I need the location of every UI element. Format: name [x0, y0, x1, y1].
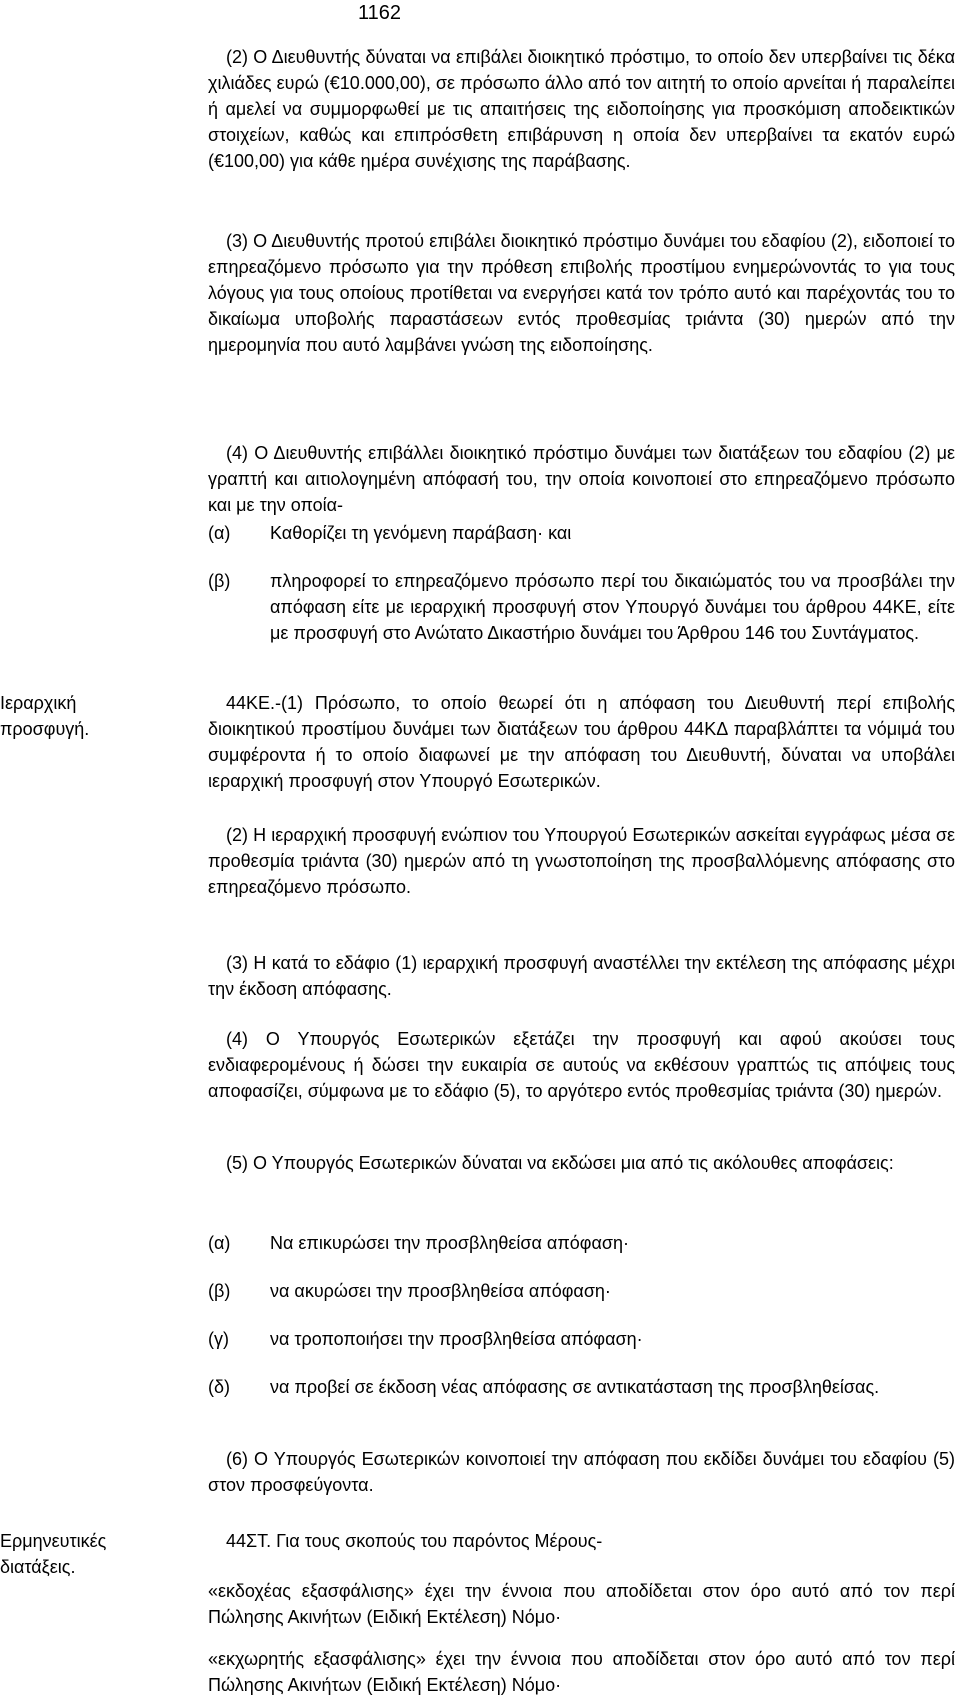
margin-note-line: διατάξεις.	[0, 1557, 76, 1577]
definition-transferee: «εκδοχέας εξασφάλισης» έχει την έννοια που αποδίδεται στον όρο αυτό από τον περί Πώλησης Ακινήτων (Ειδική Εκτέλεση) Νόμο·	[208, 1581, 955, 1627]
margin-note-interpretation	[0, 1528, 150, 1580]
list-label: (β)	[208, 1281, 231, 1301]
margin-note-line: προσφυγή.	[0, 719, 90, 739]
paragraph-2: (2) Ο Διευθυντής δύναται να επιβάλει διοικητικό πρόστιμο, το οποίο δεν υπερβαίνει τις δέκα χιλιάδες ευρώ (€10.000,00), σε πρόσωπο άλλο από τον αιτητή το οποίο αρνείται ή παραλείπει ή αμελεί να συμμορφωθεί με τις απαιτήσεις της ειδοποίησης για προσκόμιση αποδεικτικών στοιχείων, καθώς και επιπρόσθετη επιβάρυνση η οποία δεν υπερβαίνει τα εκατόν ευρώ (€100,00) για κάθε ημέρα συνέχισης της παράβασης.	[208, 47, 955, 171]
list-label: (δ)	[208, 1377, 231, 1397]
margin-note-hierarchical-appeal	[0, 690, 150, 742]
list-label: (α)	[208, 523, 231, 543]
list-text: να ακυρώσει την προσβληθείσα απόφαση·	[270, 1281, 611, 1301]
list-item-5d	[208, 1374, 955, 1400]
list-item-5a	[208, 1230, 955, 1256]
list-item-5c	[208, 1326, 955, 1352]
paragraph-4: (4) Ο Διευθυντής επιβάλλει διοικητικό πρόστιμο δυνάμει των διατάξεων του εδαφίου (2) με γραπτή και αιτιολογημένη απόφασή του, την οποία κοινοποιεί στο επηρεαζόμενο πρόσωπο και με την οποία-	[208, 443, 955, 515]
list-item-4a	[208, 520, 955, 546]
list-text: να προβεί σε έκδοση νέας απόφασης σε αντικατάσταση της προσβληθείσας.	[270, 1377, 880, 1397]
article-44ke-1: 44ΚΕ.-(1) Πρόσωπο, το οποίο θεωρεί ότι η απόφαση του Διευθυντή περί επιβολής διοικητικού προστίμου δυνάμει των διατάξεων του άρθρου 44ΚΔ παραβλάπτει τα νόμιμά του συμφέροντα ή το οποίο διαφωνεί με την απόφαση του Διευθυντή, δύναται να υποβάλει ιεραρχική προσφυγή στον Υπουργό Εσωτερικών.	[208, 693, 955, 791]
article-44ke-2: (2) Η ιεραρχική προσφυγή ενώπιον του Υπουργού Εσωτερικών ασκείται εγγράφως μέσα σε προθεσμία τριάντα (30) ημερών από τη γνωστοποίηση της προσβαλλόμενης απόφασης στο επηρεαζόμενο πρόσωπο.	[208, 825, 955, 897]
article-44ke-5: (5) Ο Υπουργός Εσωτερικών δύναται να εκδώσει μια από τις ακόλουθες αποφάσεις:	[226, 1153, 894, 1173]
paragraph-3: (3) Ο Διευθυντής προτού επιβάλει διοικητικό πρόστιμο δυνάμει του εδαφίου (2), ειδοποιεί το επηρεαζόμενο πρόσωπο για την πρόθεση επιβολής προστίμου ενημερώνοντάς το για τους λόγους για τους οποίους προτίθεται να ενεργήσει κατά τον τρόπο αυτό και παρέχοντάς του το δικαίωμα υποβολής παραστάσεων εντός προθεσμίας τριάντα (30) ημερών από την ημερομηνία που αυτό λαμβάνει γνώση της ειδοποίησης.	[208, 231, 955, 355]
list-text: πληροφορεί το επηρεαζόμενο πρόσωπο περί του δικαιώματός του να προσβάλει την απόφαση είτε με ιεραρχική προσφυγή στον Υπουργό δυνάμει του άρθρου 44ΚΕ, είτε με προσφυγή στο Ανώτατο Δικαστήριο δυνάμει του Άρθρου 146 του Συντάγματος.	[270, 571, 955, 643]
page-number: 1162	[358, 2, 402, 24]
list-label: (β)	[208, 571, 231, 591]
margin-note-line: Ερμηνευτικές	[0, 1531, 107, 1551]
article-44st-intro: 44ΣΤ. Για τους σκοπούς του παρόντος Μέρους-	[226, 1531, 603, 1551]
list-label: (γ)	[208, 1329, 229, 1349]
margin-note-line: Ιεραρχική	[0, 693, 77, 713]
article-44ke-6: (6) Ο Υπουργός Εσωτερικών κοινοποιεί την απόφαση που εκδίδει δυνάμει του εδαφίου (5) στον προσφεύγοντα.	[208, 1449, 955, 1495]
list-label: (α)	[208, 1233, 231, 1253]
list-text: να τροποποιήσει την προσβληθείσα απόφαση·	[270, 1329, 643, 1349]
list-item-4b	[208, 568, 955, 646]
list-text: Να επικυρώσει την προσβληθείσα απόφαση·	[270, 1233, 629, 1253]
article-44ke-3: (3) Η κατά το εδάφιο (1) ιεραρχική προσφυγή αναστέλλει την εκτέλεση της απόφασης μέχρι την έκδοση απόφασης.	[208, 953, 955, 999]
definition-transferor: «εκχωρητής εξασφάλισης» έχει την έννοια που αποδίδεται στον όρο αυτό από τον περί Πώλησης Ακινήτων (Ειδική Εκτέλεση) Νόμο·	[208, 1649, 955, 1695]
list-text: Καθορίζει τη γενόμενη παράβαση· και	[270, 523, 572, 543]
list-item-5b	[208, 1278, 955, 1304]
article-44ke-4: (4) Ο Υπουργός Εσωτερικών εξετάζει την προσφυγή και αφού ακούσει τους ενδιαφερομένους ή δώσει την ευκαιρία σε αυτούς να εκθέσουν γραπτώς τις απόψεις τους αποφασίζει, σύμφωνα με το εδάφιο (5), το αργότερο εντός προθεσμίας τριάντα (30) ημερών.	[208, 1029, 955, 1101]
